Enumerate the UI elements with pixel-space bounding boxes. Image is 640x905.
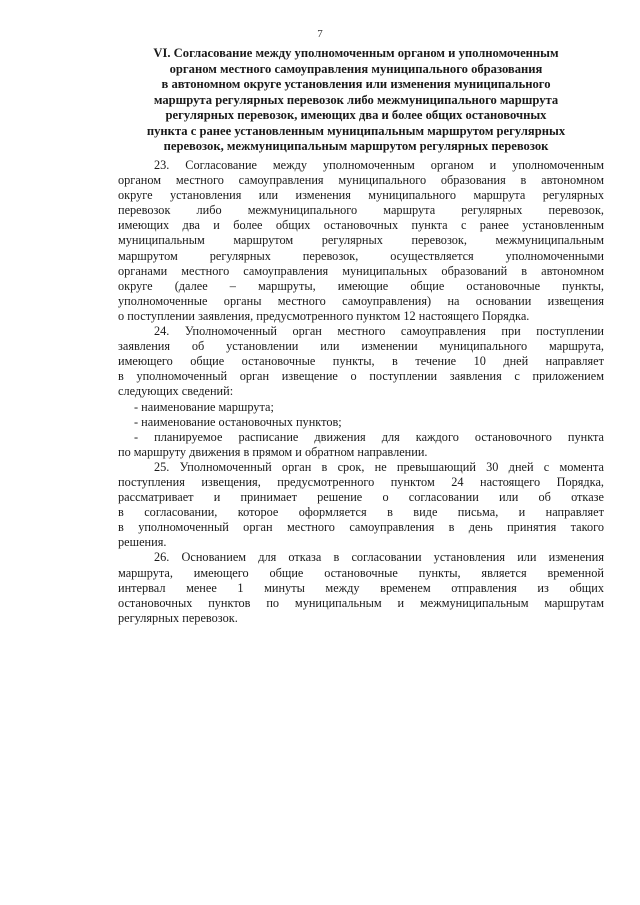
section-title-line: в автономном округе установления или изменения муниципального — [161, 77, 551, 91]
body-line: маршрутом регулярных перевозок, осуществляется уполномоченными — [118, 248, 604, 263]
body-line: остановочных пунктов по муниципальным и межмуниципальным маршрутам — [118, 595, 604, 610]
body-line: интервал менее 1 минуты между временем отправления из общих — [118, 580, 604, 595]
body-line: рассматривает и принимает решение о согласовании или об отказе — [118, 490, 604, 505]
section-title-line: маршрута регулярных перевозок либо межмуниципального маршрута — [153, 92, 559, 107]
body-line: следующих сведений: — [118, 384, 234, 399]
section-title-line: регулярных перевозок, имеющих два и более общих остановочных — [165, 108, 547, 122]
body-line: округе (далее – маршруты, имеющие общие остановочные пункты, — [118, 278, 604, 293]
section-title-line: VI. Согласование между уполномоченным органом и уполномоченным — [153, 46, 559, 60]
body-line: 25. Уполномоченный орган в срок, не превышающий 30 дней с момента — [154, 459, 604, 474]
body-line: 23. Согласование между уполномоченным органом и уполномоченным — [154, 158, 604, 172]
body-line: маршрута, имеющего общие остановочные пункты, является временной — [118, 565, 604, 580]
body-line: в уполномоченный орган местного самоуправления в день принятия такого — [118, 520, 604, 535]
body-line: - планируемое расписание движения для каждого остановочного пункта — [134, 429, 604, 444]
body-line: регулярных перевозок. — [118, 610, 238, 625]
body-line: - наименование маршрута; — [134, 399, 274, 414]
body-line: в уполномоченный орган извещение о поступлении заявления с приложением — [118, 369, 604, 384]
page-number: 7 — [317, 28, 323, 40]
body-line: органами местного самоуправления муниципальных образований в автономном — [118, 263, 604, 278]
body-line: органом местного самоуправления муниципального образования в автономном — [118, 173, 604, 188]
body-line: 24. Уполномоченный орган местного самоуправления при поступлении — [154, 324, 604, 339]
section-title-line: органом местного самоуправления муниципального образования — [169, 61, 543, 76]
body-line: заявления об установлении или изменении муниципального маршрута, — [118, 339, 604, 354]
body-line: муниципальным маршрутом регулярных перевозок, межмуниципальным — [118, 233, 604, 248]
body-text — [118, 158, 604, 626]
body-line: в согласовании, которое оформляется в виде письма, и направляет — [118, 505, 604, 520]
section-title-line: пункта с ранее установленным муниципальным маршрутом регулярных — [146, 123, 566, 138]
section-title — [96, 46, 616, 155]
body-line: перевозок либо межмуниципального маршрута регулярных перевозок, — [118, 203, 604, 218]
body-line: поступления извещения, предусмотренного пунктом 24 настоящего Порядка, — [118, 474, 604, 489]
section-title-line: перевозок, межмуниципальным маршрутом регулярных перевозок — [163, 139, 549, 153]
body-line: уполномоченные органы местного самоуправления) на основании извещения — [118, 293, 604, 308]
body-line: имеющего общие остановочные пункты, в течение 10 дней направляет — [118, 354, 604, 369]
body-line: - наименование остановочных пунктов; — [134, 414, 342, 429]
body-line: имеющих два и более общих остановочных пункта с ранее установленным — [118, 218, 604, 233]
body-line: о поступлении заявления, предусмотренного пунктом 12 настоящего Порядка. — [118, 308, 530, 323]
body-line: округе установления или изменения муниципального маршрута регулярных — [118, 188, 604, 203]
body-line: 26. Основанием для отказа в согласовании установления или изменения — [154, 550, 604, 565]
body-line: решения. — [118, 535, 167, 550]
body-line: по маршруту движения в прямом и обратном направлении. — [118, 444, 428, 459]
